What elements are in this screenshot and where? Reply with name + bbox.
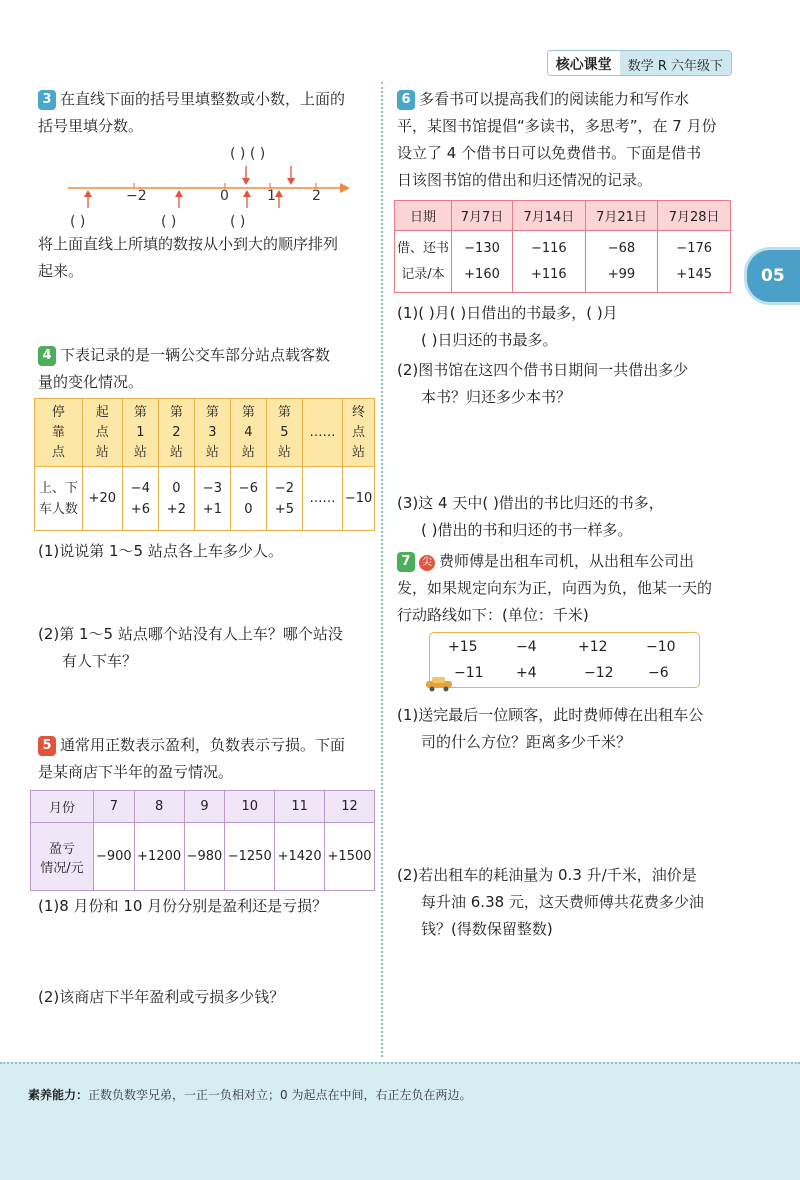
tick-label-2: 2: [312, 188, 321, 204]
q6-sub2: (2)图书馆在这四个借书日期间一共借出多少 本书？归还多少本书？: [397, 361, 689, 406]
profit-table-header: [31, 791, 375, 823]
library-table: [394, 200, 731, 293]
bus-cell: −6 0: [230, 467, 266, 531]
bus-cell: −2 +5: [266, 467, 302, 531]
upper-arrowhead-1: [242, 178, 250, 185]
bus-cell: −4 +6: [122, 467, 158, 531]
bus-header-cell: 第 5 站: [266, 399, 302, 467]
route-value: +15: [448, 639, 478, 655]
q3-instruction: [38, 231, 378, 285]
q7-number: 7: [397, 552, 415, 572]
q5-sub1: (1)8 月份和 10 月份分别是盈利还是亏损？: [38, 897, 328, 915]
profit-month-cell: 9: [184, 791, 225, 823]
header-brand: 核心课堂: [548, 51, 620, 75]
column-divider: [381, 82, 383, 1057]
profit-month-cell: 10: [225, 791, 275, 823]
bus-header-cell: 终 点 站: [343, 399, 375, 467]
q5-prompt: [38, 732, 378, 786]
q5-line1: 通常用正数表示盈利，负数表示亏损。下面: [60, 736, 346, 754]
lower-arrowhead-3: [243, 190, 251, 197]
tick-label-0: 0: [220, 188, 229, 204]
q3-line2: 括号里填分数。: [38, 117, 144, 135]
library-date-cell: 7月21日: [585, 201, 658, 231]
footer-text: [28, 1086, 471, 1103]
q3-line4: 起来。: [38, 262, 84, 280]
route-value: −4: [516, 639, 537, 655]
profit-cell: +1420: [275, 823, 325, 891]
profit-row-label: 盈亏 情况/元: [31, 823, 94, 891]
q4-line2: 量的变化情况。: [38, 373, 144, 391]
q4-number: 4: [38, 346, 56, 366]
bus-header-cell: 第 4 站: [230, 399, 266, 467]
chapter-tab: 05: [744, 247, 800, 305]
library-date-cell: 7月14日: [513, 201, 586, 231]
q3-line1: 在直线下面的括号里填整数或小数，上面的: [60, 90, 346, 108]
library-date-cell: 7月7日: [452, 201, 513, 231]
library-cell: −68 +99: [585, 231, 658, 293]
q3-prompt: [38, 86, 378, 140]
q5-line2: 是某商店下半年的盈亏情况。: [38, 763, 234, 781]
library-cell: −176 +145: [658, 231, 731, 293]
q4-sub2: (2)第 1～5 站点哪个站没有人上车？哪个站没 有人下车？: [38, 625, 343, 670]
profit-month-cell: 11: [275, 791, 325, 823]
route-value: −10: [646, 639, 676, 655]
upper-arrowhead-2: [287, 178, 295, 185]
profit-cell: +1200: [134, 823, 184, 891]
q7-sub1: (1)送完最后一位顾客，此时费师傅在出租车公 司的什么方位？距离多少千米？: [397, 706, 704, 751]
profit-table: [30, 790, 375, 891]
q3-number: 3: [38, 90, 56, 110]
route-value: −12: [584, 665, 614, 681]
q3-line3: 将上面直线上所填的数按从小到大的顺序排列: [38, 235, 339, 253]
bus-cell: +20: [82, 467, 122, 531]
route-value: +4: [516, 665, 537, 681]
q7-prompt: 7 尖 费师傅是出租车司机，从出租车公司出 发，如果规定向东为正，向西为负，他某一天的 行动路线如下：(单位：千米): [397, 552, 713, 624]
bus-header-cell: 停 靠 点: [35, 399, 83, 467]
bus-cell: −10: [343, 467, 375, 531]
library-cell: −116 +116: [513, 231, 586, 293]
q6-prompt: 6 多看书可以提高我们的阅读能力和写作水 平，某图书馆提倡“多读书，多思考”，在 7 月份 设立了 4 个借书日可以免费借书。下面是借书 日该图书馆的借出和归还情况的记录。: [397, 90, 717, 189]
tick-label-minus2: −2: [126, 188, 147, 204]
library-table-row: [395, 231, 731, 293]
bus-table-row: [35, 467, 375, 531]
profit-month-label: 月份: [31, 791, 94, 823]
difficulty-icon: 尖: [419, 555, 435, 571]
q5-sub2: (2)该商店下半年盈利或亏损多少钱？: [38, 988, 285, 1006]
lower-blank-3: ( ): [230, 214, 246, 230]
q4-sub1: (1)说说第 1～5 站点各上车多少人。: [38, 542, 283, 560]
lower-blank-1: ( ): [70, 214, 86, 230]
footer-content: 正数负数孪兄弟，一正一负相对立；0 为起点在中间，右正左负在两边。: [88, 1088, 472, 1102]
profit-cell: +1500: [325, 823, 375, 891]
route-value: −11: [454, 665, 484, 681]
q4-prompt: [38, 342, 378, 396]
library-table-header: [395, 201, 731, 231]
axis-arrow: [340, 183, 350, 193]
bus-cell: −3 +1: [194, 467, 230, 531]
route-value: −6: [648, 665, 669, 681]
footer: [0, 1062, 800, 1180]
route-box: [429, 632, 700, 688]
profit-cell: −980: [184, 823, 225, 891]
lower-arrowhead-1: [84, 190, 92, 197]
bus-cell: 0 +2: [158, 467, 194, 531]
header-tag: [547, 50, 732, 76]
bus-header-cell: 第 3 站: [194, 399, 230, 467]
bus-table: [34, 398, 375, 531]
tick-label-1: 1: [267, 188, 276, 204]
lower-blank-2: ( ): [161, 214, 177, 230]
lower-arrowhead-4: [275, 190, 283, 197]
q6-number: 6: [397, 90, 415, 110]
library-row-label: 借、还书 记录/本: [395, 231, 452, 293]
q6-sub3: (3)这 4 天中( )借出的书比归还的书多， ( )借出的书和归还的书一样多。: [397, 494, 664, 539]
number-line: [60, 140, 360, 230]
q6-sub1: (1)( )月( )日借出的书最多，( )月 ( )日归还的书最多。: [397, 304, 618, 349]
bus-row-label: 上、下 车人数: [35, 467, 83, 531]
q7-sub2: (2)若出租车的耗油量为 0.3 升/千米，油价是 每升油 6.38 元，这天费师傅共花费多少油 钱？(得数保留整数): [397, 866, 704, 938]
bus-table-header: [35, 399, 375, 467]
library-cell: −130 +160: [452, 231, 513, 293]
bus-header-cell: 第 2 站: [158, 399, 194, 467]
taxi-icon: [424, 676, 454, 692]
lower-arrowhead-2: [175, 190, 183, 197]
profit-table-row: [31, 823, 375, 891]
q5-number: 5: [38, 736, 56, 756]
header-subject: 数学 R 六年级下: [620, 51, 731, 75]
q4-line1: 下表记录的是一辆公交车部分站点载客数: [60, 346, 331, 364]
bus-header-cell: ……: [302, 399, 342, 467]
bus-header-cell: 第 1 站: [122, 399, 158, 467]
profit-month-cell: 8: [134, 791, 184, 823]
profit-month-cell: 7: [94, 791, 135, 823]
route-value: +12: [578, 639, 608, 655]
bus-header-cell: 起 点 站: [82, 399, 122, 467]
profit-month-cell: 12: [325, 791, 375, 823]
library-date-label: 日期: [395, 201, 452, 231]
q3-upper-blanks: ( ) ( ): [230, 146, 266, 162]
profit-cell: −1250: [225, 823, 275, 891]
library-date-cell: 7月28日: [658, 201, 731, 231]
bus-cell: ……: [302, 467, 342, 531]
footer-label: 素养能力：: [28, 1088, 89, 1102]
profit-cell: −900: [94, 823, 135, 891]
